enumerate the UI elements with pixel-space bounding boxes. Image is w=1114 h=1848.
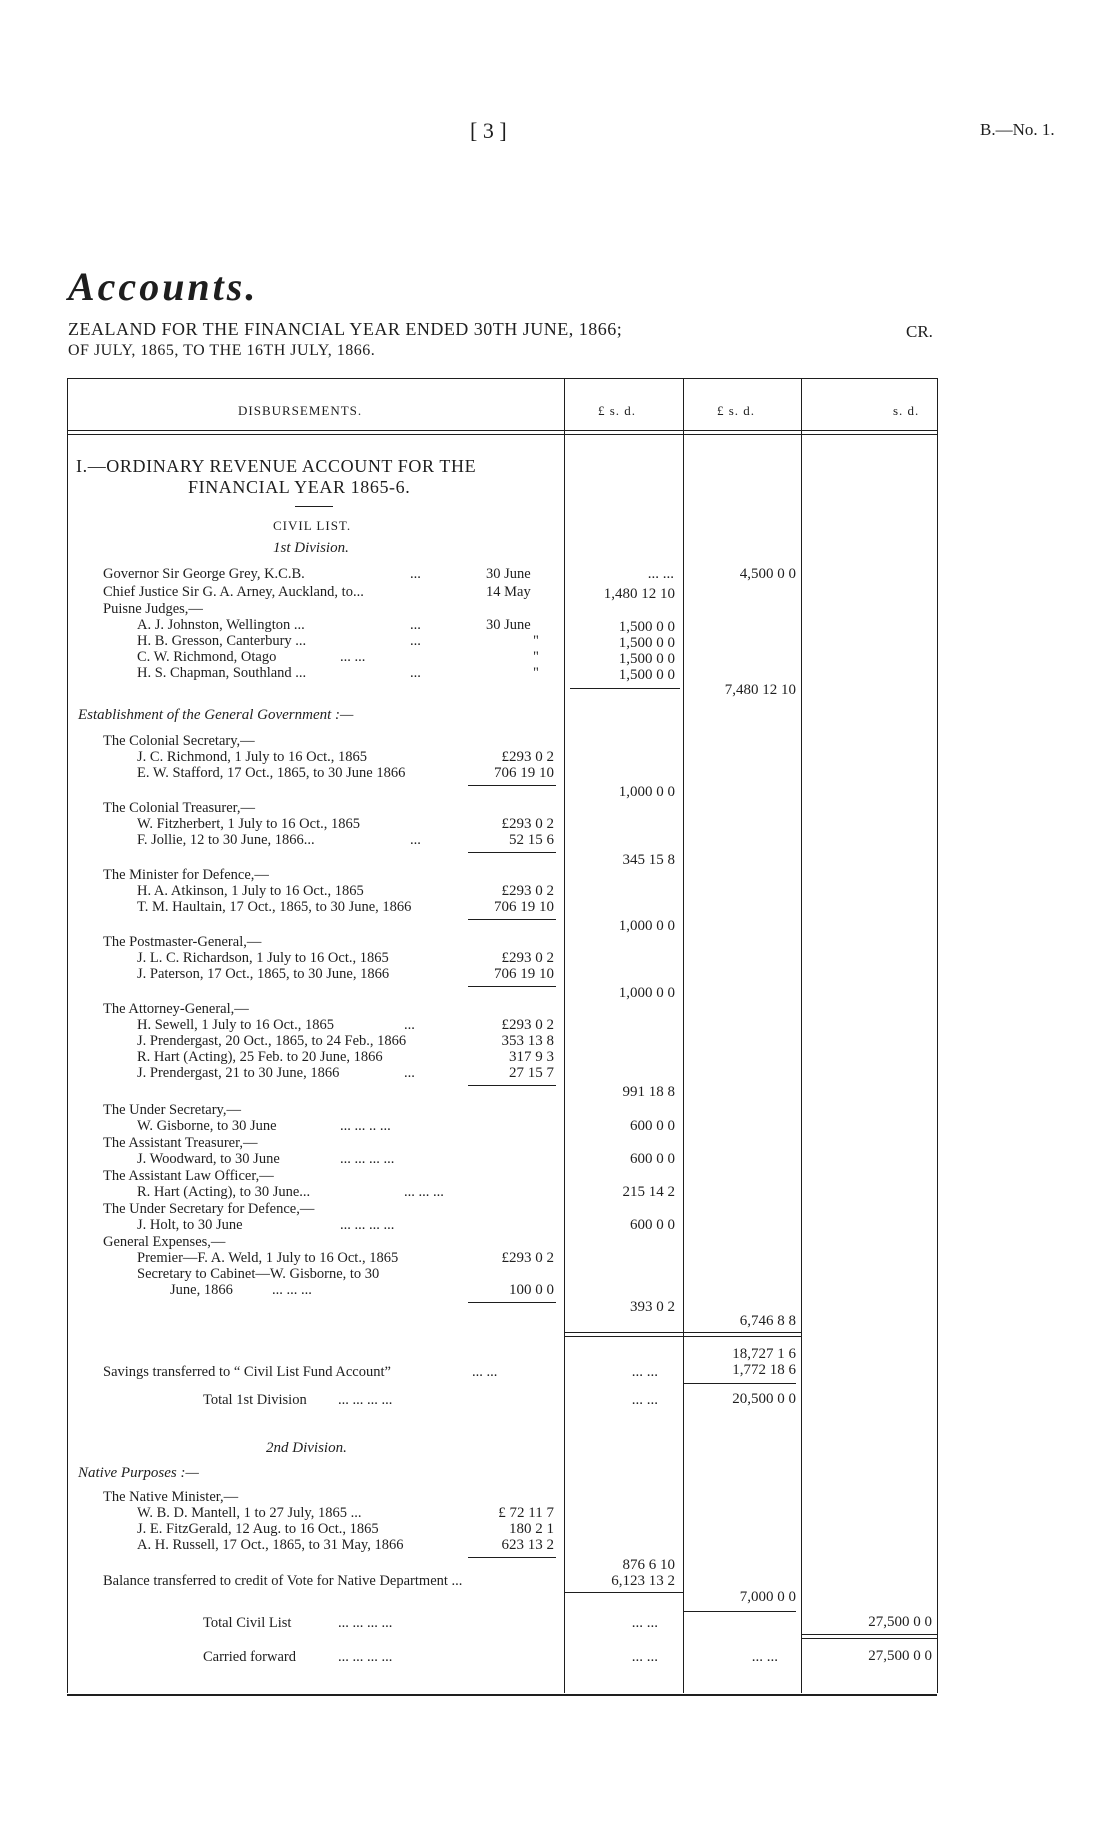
column-divider-2 xyxy=(683,378,684,1693)
judges-total-col2: 7,480 12 10 xyxy=(724,682,796,698)
pm2-label: J. Paterson, 17 Oct., 1865, to 30 June, 1866 xyxy=(137,966,390,982)
md2-amount: 706 19 10 xyxy=(494,899,554,915)
total-civil-label: Total Civil List xyxy=(203,1615,292,1631)
table-left-border xyxy=(67,378,68,1693)
carried-forward-col3: 27,500 0 0 xyxy=(868,1648,932,1664)
ct1-label: W. Fitzherbert, 1 July to 16 Oct., 1865 xyxy=(137,816,360,832)
total-first-label: Total 1st Division xyxy=(203,1392,307,1408)
column-divider-3 xyxy=(801,378,802,1693)
total-civil-col1: ... ... xyxy=(631,1615,658,1631)
md-subtotal-rule xyxy=(468,919,556,920)
ag4-leader: ... xyxy=(404,1065,415,1081)
at1-label: J. Woodward, to 30 June xyxy=(137,1151,280,1167)
ag-subtotal-rule xyxy=(468,1085,556,1086)
subtitle-line-1: ZEALAND FOR THE FINANCIAL YEAR ENDED 30TH JUNE, 1866; xyxy=(68,319,623,339)
ge1-label: Premier—F. A. Weld, 1 July to 16 Oct., 1865 xyxy=(137,1250,399,1266)
governor-col1: ... ... xyxy=(647,566,674,582)
savings-col1: ... ... xyxy=(631,1364,658,1380)
header-rule xyxy=(67,430,937,431)
colonial-treasurer-label: The Colonial Treasurer,— xyxy=(103,800,256,816)
ud1-label: J. Holt, to 30 June xyxy=(137,1217,243,1233)
nm1-label: W. B. D. Mantell, 1 to 27 July, 1865 ... xyxy=(137,1505,362,1521)
ge3-label: June, 1866 xyxy=(170,1282,233,1298)
governor-leader: ... xyxy=(410,566,421,582)
johnston-date: 30 June xyxy=(486,617,531,633)
johnston-label: A. J. Johnston, Wellington ... xyxy=(137,617,305,633)
under-defence-label: The Under Secretary for Defence,— xyxy=(103,1201,315,1217)
header-rule-double xyxy=(67,434,937,435)
ag2-label: J. Prendergast, 20 Oct., 1865, to 24 Feb., 1866 xyxy=(137,1033,407,1049)
ge3-amount: 100 0 0 xyxy=(509,1282,554,1298)
table-right-border xyxy=(937,378,938,1693)
total-civil-leader: ... ... ... ... xyxy=(338,1615,393,1631)
general-expenses-label: General Expenses,— xyxy=(103,1234,226,1250)
chief-justice-label: Chief Justice Sir G. A. Arney, Auckland, to... xyxy=(103,584,364,600)
savings-col2: 1,772 18 6 xyxy=(732,1362,796,1378)
cs2-amount: 706 19 10 xyxy=(494,765,554,781)
at1-col1: 600 0 0 xyxy=(630,1151,675,1167)
ag3-amount: 317 9 3 xyxy=(509,1049,554,1065)
gresson-label: H. B. Gresson, Canterbury ... xyxy=(137,633,307,649)
civil-list-heading: CIVIL LIST. xyxy=(273,518,352,533)
governor-col2: 4,500 0 0 xyxy=(739,566,796,582)
pm1-label: J. L. C. Richardson, 1 July to 16 Oct., 1865 xyxy=(137,950,389,966)
carried-forward-col2: ... ... xyxy=(751,1649,778,1665)
richmond-otago-date: " xyxy=(533,649,539,665)
nm1-amount: £ 72 11 7 xyxy=(498,1505,554,1521)
ud1-col1: 600 0 0 xyxy=(630,1217,675,1233)
savings-rule xyxy=(684,1383,796,1384)
column-divider-1 xyxy=(564,378,565,1693)
ud1-leader: ... ... ... ... xyxy=(340,1217,395,1233)
cs-col1: 1,000 0 0 xyxy=(618,784,675,800)
subtitle-line-2: OF JULY, 1865, TO THE 16TH JULY, 1866. xyxy=(68,342,376,359)
first-division-rule-double xyxy=(564,1336,801,1337)
nm3-label: A. H. Russell, 17 Oct., 1865, to 31 May, 1866 xyxy=(137,1537,404,1553)
chapman-label: H. S. Chapman, Southland ... xyxy=(137,665,307,681)
under-secretary-label: The Under Secretary,— xyxy=(103,1102,241,1118)
nm-subtotal-rule xyxy=(468,1557,556,1558)
chief-justice-date: 14 May xyxy=(486,584,531,600)
savings-label: Savings transferred to “ Civil List Fund Account” xyxy=(103,1364,391,1380)
total-first-leader: ... ... ... ... xyxy=(338,1392,393,1408)
gresson-date: " xyxy=(533,633,539,649)
total-first-col2: 20,500 0 0 xyxy=(732,1391,796,1407)
ag3-label: R. Hart (Acting), 25 Feb. to 20 June, 1866 xyxy=(137,1049,383,1065)
ct-subtotal-rule xyxy=(468,852,556,853)
disbursements-header: DISBURSEMENTS. xyxy=(238,403,363,418)
al1-leader: ... ... ... xyxy=(404,1184,444,1200)
postmaster-label: The Postmaster-General,— xyxy=(103,934,262,950)
pounds-column-3-header: s. d. xyxy=(893,403,920,418)
section-title-line-1: I.—ORDINARY REVENUE ACCOUNT FOR THE xyxy=(76,456,477,476)
establishment-total-col2: 6,746 8 8 xyxy=(739,1313,796,1329)
assistant-law-label: The Assistant Law Officer,— xyxy=(103,1168,274,1184)
balance-col1: 6,123 13 2 xyxy=(611,1573,675,1589)
ag1-leader: ... xyxy=(404,1017,415,1033)
total-civil-rule-col3-double xyxy=(801,1638,937,1639)
md1-label: H. A. Atkinson, 1 July to 16 Oct., 1865 xyxy=(137,883,364,899)
page-number: [ 3 ] xyxy=(470,118,507,143)
establishment-heading: Establishment of the General Government :— xyxy=(78,707,354,723)
chief-justice-col1: 1,480 12 10 xyxy=(603,586,675,602)
us1-leader: ... ... .. ... xyxy=(340,1118,391,1134)
ct1-amount: £293 0 2 xyxy=(501,816,554,832)
pm1-amount: £293 0 2 xyxy=(501,950,554,966)
savings-leader: ... ... xyxy=(472,1364,498,1380)
section-title-line-2: FINANCIAL YEAR 1865-6. xyxy=(188,477,411,497)
total-civil-col3: 27,500 0 0 xyxy=(868,1614,932,1630)
pounds-column-1-header: £ s. d. xyxy=(598,403,637,418)
ag4-label: J. Prendergast, 21 to 30 June, 1866 xyxy=(137,1065,340,1081)
ag-col1: 991 18 8 xyxy=(622,1084,675,1100)
total-civil-rule-col2 xyxy=(684,1611,796,1612)
second-division-heading: 2nd Division. xyxy=(266,1440,347,1456)
pm-subtotal-rule xyxy=(468,986,556,987)
md-col1: 1,000 0 0 xyxy=(618,918,675,934)
nm2-amount: 180 2 1 xyxy=(509,1521,554,1537)
al1-label: R. Hart (Acting), to 30 June... xyxy=(137,1184,311,1200)
ag2-amount: 353 13 8 xyxy=(501,1033,554,1049)
page-heading: Accounts. xyxy=(68,264,259,309)
judges-subtotal-rule xyxy=(570,688,680,689)
defence-minister-label: The Minister for Defence,— xyxy=(103,867,269,883)
cs-subtotal-rule xyxy=(468,785,556,786)
document-serial: B.—No. 1. xyxy=(980,120,1055,139)
gresson-leader: ... xyxy=(410,633,421,649)
pounds-column-2-header: £ s. d. xyxy=(717,403,756,418)
subtotal-col2: 18,727 1 6 xyxy=(732,1346,796,1362)
carried-forward-label: Carried forward xyxy=(203,1649,296,1665)
richmond-otago-leader: ... ... xyxy=(340,649,366,665)
pm2-amount: 706 19 10 xyxy=(494,966,554,982)
us1-label: W. Gisborne, to 30 June xyxy=(137,1118,277,1134)
attorney-label: The Attorney-General,— xyxy=(103,1001,249,1017)
total-civil-rule-col3 xyxy=(801,1634,937,1635)
balance-rule xyxy=(564,1592,683,1593)
ge2-label: Secretary to Cabinet—W. Gisborne, to 30 xyxy=(137,1266,380,1282)
assistant-treasurer-label: The Assistant Treasurer,— xyxy=(103,1135,258,1151)
native-purposes-heading: Native Purposes :— xyxy=(78,1465,199,1481)
first-division-rule xyxy=(564,1332,801,1333)
ct2-leader: ... xyxy=(410,832,421,848)
chapman-col1: 1,500 0 0 xyxy=(618,667,675,683)
nm-col1: 876 6 10 xyxy=(622,1557,675,1573)
credit-side-label: CR. xyxy=(906,322,933,341)
ge-col1: 393 0 2 xyxy=(630,1299,675,1315)
total-first-col1: ... ... xyxy=(631,1392,658,1408)
ge-subtotal-rule xyxy=(468,1302,556,1303)
ge3-leader: ... ... ... xyxy=(272,1282,312,1298)
cs1-label: J. C. Richmond, 1 July to 16 Oct., 1865 xyxy=(137,749,367,765)
balance-col2: 7,000 0 0 xyxy=(739,1589,796,1605)
chapman-leader: ... xyxy=(410,665,421,681)
gresson-col1: 1,500 0 0 xyxy=(618,635,675,651)
colonial-secretary-label: The Colonial Secretary,— xyxy=(103,733,255,749)
ct2-label: F. Jollie, 12 to 30 June, 1866... xyxy=(137,832,315,848)
section-divider xyxy=(295,506,333,507)
richmond-otago-col1: 1,500 0 0 xyxy=(618,651,675,667)
cs1-amount: £293 0 2 xyxy=(501,749,554,765)
nm2-label: J. E. FitzGerald, 12 Aug. to 16 Oct., 1865 xyxy=(137,1521,379,1537)
ag1-amount: £293 0 2 xyxy=(501,1017,554,1033)
balance-label: Balance transferred to credit of Vote for Native Department ... xyxy=(103,1573,463,1589)
md1-amount: £293 0 2 xyxy=(501,883,554,899)
al1-col1: 215 14 2 xyxy=(622,1184,675,1200)
governor-label: Governor Sir George Grey, K.C.B. xyxy=(103,566,305,582)
cs2-label: E. W. Stafford, 17 Oct., 1865, to 30 June 1866 xyxy=(137,765,406,781)
md2-label: T. M. Haultain, 17 Oct., 1865, to 30 June, 1866 xyxy=(137,899,412,915)
pm-col1: 1,000 0 0 xyxy=(618,985,675,1001)
carried-forward-leader: ... ... ... ... xyxy=(338,1649,393,1665)
puisne-judges-label: Puisne Judges,— xyxy=(103,601,203,617)
nm3-amount: 623 13 2 xyxy=(501,1537,554,1553)
ge1-amount: £293 0 2 xyxy=(501,1250,554,1266)
ag4-amount: 27 15 7 xyxy=(509,1065,554,1081)
ag1-label: H. Sewell, 1 July to 16 Oct., 1865 xyxy=(137,1017,334,1033)
chapman-date: " xyxy=(533,665,539,681)
johnston-col1: 1,500 0 0 xyxy=(618,619,675,635)
native-minister-label: The Native Minister,— xyxy=(103,1489,239,1505)
ct2-amount: 52 15 6 xyxy=(509,832,554,848)
at1-leader: ... ... ... ... xyxy=(340,1151,395,1167)
richmond-otago-label: C. W. Richmond, Otago xyxy=(137,649,277,665)
ct-col1: 345 15 8 xyxy=(622,852,675,868)
johnston-leader: ... xyxy=(410,617,421,633)
us1-col1: 600 0 0 xyxy=(630,1118,675,1134)
governor-date: 30 June xyxy=(486,566,531,582)
first-division-heading: 1st Division. xyxy=(273,540,349,556)
carried-forward-col1: ... ... xyxy=(631,1649,658,1665)
